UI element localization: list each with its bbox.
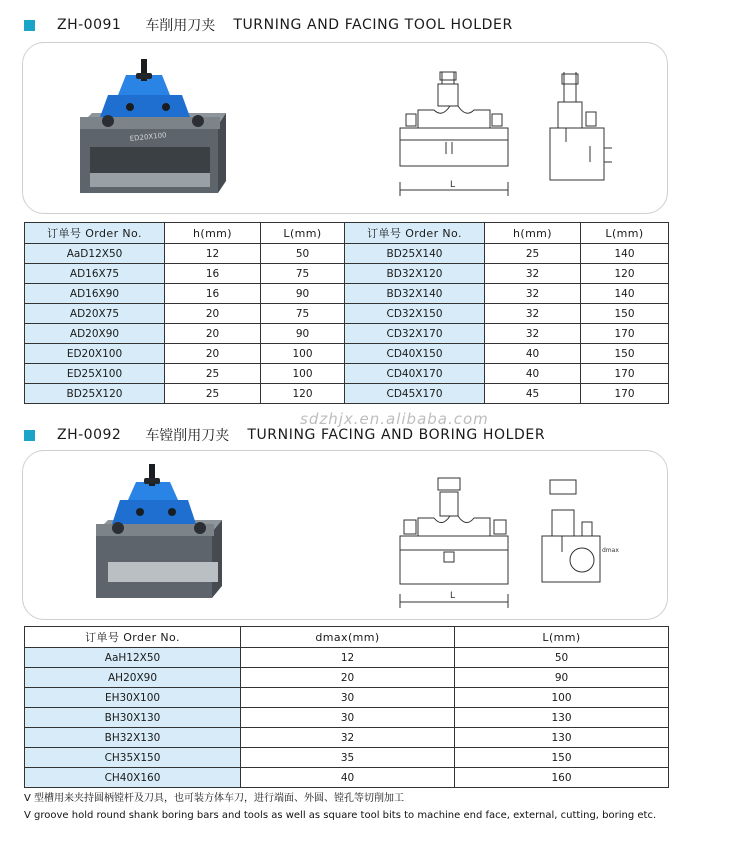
table-row — [25, 708, 669, 728]
order-no-cell: BD25X140 — [345, 244, 485, 264]
section-2-title-en: TURNING FACING AND BORING HOLDER — [247, 427, 546, 443]
header-l: L(mm) — [581, 223, 669, 244]
table-header-row — [25, 223, 669, 244]
value-cell: 100 — [261, 364, 345, 384]
dimension-label-dmax: dmax — [602, 547, 619, 554]
order-no-cell: CH35X150 — [25, 748, 241, 768]
value-cell: 170 — [581, 324, 669, 344]
header-order-no: 订单号 Order No. — [25, 627, 241, 648]
order-no-cell: AH20X90 — [25, 668, 241, 688]
header-dmax: dmax(mm) — [241, 627, 455, 648]
value-cell: 25 — [165, 384, 261, 404]
value-cell: 40 — [485, 364, 581, 384]
value-cell: 100 — [455, 688, 669, 708]
turning-holder-drawing — [390, 62, 670, 202]
value-cell: 20 — [165, 324, 261, 344]
value-cell: 150 — [581, 344, 669, 364]
value-cell: 25 — [485, 244, 581, 264]
section-2-title — [24, 425, 545, 445]
value-cell: 170 — [581, 364, 669, 384]
order-no-cell: ED20X100 — [25, 344, 165, 364]
order-no-cell: BD32X120 — [345, 264, 485, 284]
footnote-en: V groove hold round shank boring bars and tools as well as square tool bits to machine end face, external, cutting, boring etc. — [24, 810, 657, 821]
order-no-cell: CD40X170 — [345, 364, 485, 384]
header-h: h(mm) — [485, 223, 581, 244]
section-1-title-en: TURNING AND FACING TOOL HOLDER — [233, 17, 513, 33]
table-row — [25, 244, 669, 264]
value-cell: 30 — [241, 688, 455, 708]
table-row — [25, 688, 669, 708]
value-cell: 140 — [581, 244, 669, 264]
value-cell: 50 — [455, 648, 669, 668]
value-cell: 20 — [165, 304, 261, 324]
value-cell: 75 — [261, 304, 345, 324]
header-l: L(mm) — [455, 627, 669, 648]
order-no-cell: AaH12X50 — [25, 648, 241, 668]
table-row — [25, 384, 669, 404]
value-cell: 32 — [485, 264, 581, 284]
value-cell: 40 — [241, 768, 455, 788]
order-no-cell: BH32X130 — [25, 728, 241, 748]
header-l: L(mm) — [261, 223, 345, 244]
section-1-title — [24, 15, 513, 35]
value-cell: 100 — [261, 344, 345, 364]
value-cell: 30 — [241, 708, 455, 728]
table-row — [25, 768, 669, 788]
value-cell: 170 — [581, 384, 669, 404]
footnote-cn: V 型槽用来夹持圆柄镗杆及刀具，也可装方体车刀，进行端面、外圆、镗孔等切削加工 — [24, 793, 405, 804]
table-row — [25, 264, 669, 284]
value-cell: 16 — [165, 264, 261, 284]
order-no-cell: CD45X170 — [345, 384, 485, 404]
section-1-table — [24, 222, 669, 404]
order-no-cell: BH30X130 — [25, 708, 241, 728]
boring-holder-drawing — [390, 470, 670, 610]
value-cell: 150 — [581, 304, 669, 324]
order-no-cell: CD32X170 — [345, 324, 485, 344]
value-cell: 150 — [455, 748, 669, 768]
section-1-title-cn: 车削用刀夹 — [145, 18, 216, 34]
order-no-cell: CD32X150 — [345, 304, 485, 324]
table-row — [25, 324, 669, 344]
value-cell: 120 — [261, 384, 345, 404]
section-1-code: ZH-0091 — [57, 17, 122, 33]
value-cell: 50 — [261, 244, 345, 264]
turning-holder-photo — [70, 55, 230, 205]
order-no-cell: ED25X100 — [25, 364, 165, 384]
value-cell: 90 — [455, 668, 669, 688]
footnote — [24, 790, 684, 824]
value-cell: 90 — [261, 284, 345, 304]
section-marker-icon — [24, 20, 35, 31]
order-no-cell: BD32X140 — [345, 284, 485, 304]
order-no-cell: AaD12X50 — [25, 244, 165, 264]
order-no-cell: BD25X120 — [25, 384, 165, 404]
dimension-label-l: L — [450, 591, 456, 601]
order-no-cell: AD20X75 — [25, 304, 165, 324]
header-h: h(mm) — [165, 223, 261, 244]
value-cell: 32 — [485, 324, 581, 344]
value-cell: 16 — [165, 284, 261, 304]
value-cell: 32 — [241, 728, 455, 748]
table-row — [25, 284, 669, 304]
tool-marking: ED20X100 — [129, 131, 167, 143]
header-order-no: 订单号 Order No. — [345, 223, 485, 244]
table-row — [25, 648, 669, 668]
order-no-cell: AD20X90 — [25, 324, 165, 344]
value-cell: 140 — [581, 284, 669, 304]
order-no-cell: CD40X150 — [345, 344, 485, 364]
boring-holder-photo — [88, 458, 228, 608]
order-no-cell: AD16X75 — [25, 264, 165, 284]
value-cell: 32 — [485, 284, 581, 304]
value-cell: 12 — [165, 244, 261, 264]
table-header-row — [25, 627, 669, 648]
table-row — [25, 668, 669, 688]
section-2-table — [24, 626, 669, 788]
table-row — [25, 304, 669, 324]
value-cell: 90 — [261, 324, 345, 344]
value-cell: 25 — [165, 364, 261, 384]
value-cell: 130 — [455, 708, 669, 728]
value-cell: 130 — [455, 728, 669, 748]
value-cell: 32 — [485, 304, 581, 324]
value-cell: 75 — [261, 264, 345, 284]
table-row — [25, 364, 669, 384]
section-2-code: ZH-0092 — [57, 427, 122, 443]
header-order-no: 订单号 Order No. — [25, 223, 165, 244]
dimension-label-l: L — [450, 180, 456, 190]
table-row — [25, 344, 669, 364]
value-cell: 45 — [485, 384, 581, 404]
watermark: sdzhjx.en.alibaba.com — [300, 410, 489, 428]
value-cell: 12 — [241, 648, 455, 668]
table-row — [25, 728, 669, 748]
value-cell: 35 — [241, 748, 455, 768]
value-cell: 40 — [485, 344, 581, 364]
value-cell: 160 — [455, 768, 669, 788]
section-2-title-cn: 车镗削用刀夹 — [145, 428, 230, 444]
order-no-cell: AD16X90 — [25, 284, 165, 304]
value-cell: 20 — [241, 668, 455, 688]
order-no-cell: EH30X100 — [25, 688, 241, 708]
value-cell: 120 — [581, 264, 669, 284]
order-no-cell: CH40X160 — [25, 768, 241, 788]
value-cell: 20 — [165, 344, 261, 364]
table-row — [25, 748, 669, 768]
section-marker-icon — [24, 430, 35, 441]
